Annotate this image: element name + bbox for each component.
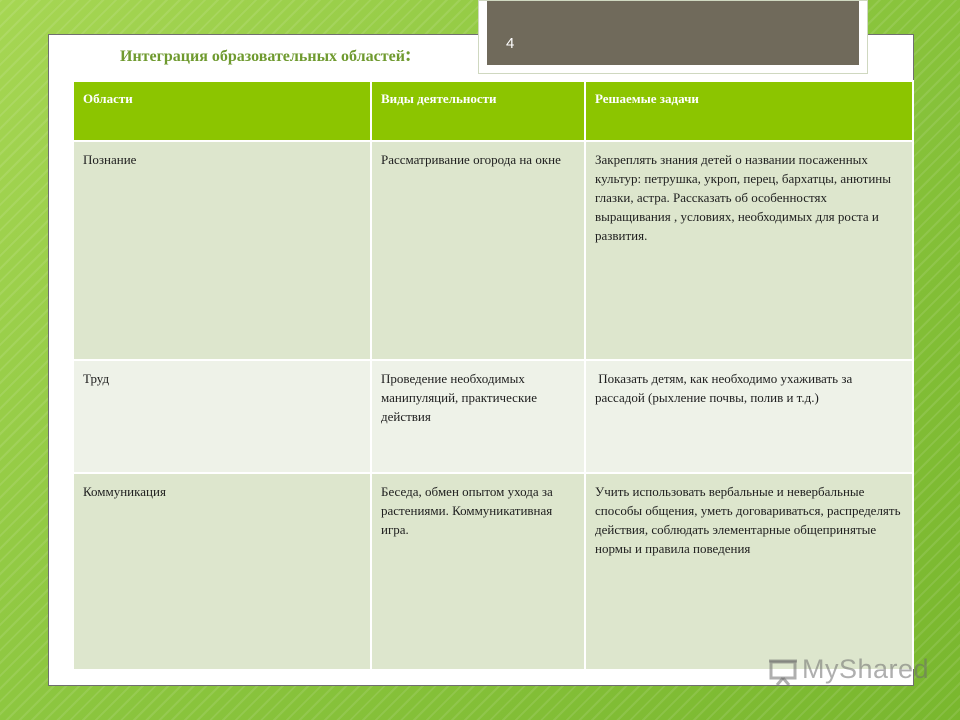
table-cell-task: Закреплять знания детей о названии посаженных культур: петрушка, укроп, перец, бархатцы, анютины глазки, астра. Рассказать об особенностях выращивания , условиях, необходимых для роста и развития. <box>585 141 913 360</box>
table-cell-activity: Рассматривание огорода на окне <box>371 141 585 360</box>
page-number: 4 <box>506 35 515 52</box>
table-cell-task: Учить использовать вербальные и невербальные способы общения, уметь договариваться, распределять действия, соблюдать элементарные общепринятые нормы и правила поведения <box>585 473 913 669</box>
table-row <box>73 360 913 473</box>
table-cell-activity: Проведение необходимых манипуляций, практические действия <box>371 360 585 473</box>
column-header-areas: Области <box>73 81 371 141</box>
table-cell-area: Коммуникация <box>73 473 371 669</box>
page-number-badge-fill <box>487 1 859 65</box>
page-number-badge <box>478 0 868 74</box>
table-cell-task: Показать детям, как необходимо ухаживать за рассадой (рыхление почвы, полив и т.д.) <box>585 360 913 473</box>
slide-title-text: Интеграция образовательных областей <box>120 48 405 65</box>
presentation-board-icon <box>768 658 798 686</box>
table-row <box>73 141 913 360</box>
table-cell-area: Познание <box>73 141 371 360</box>
column-header-activities: Виды деятельности <box>371 81 585 141</box>
table-cell-area: Труд <box>73 360 371 473</box>
column-header-tasks: Решаемые задачи <box>585 81 913 141</box>
table-row <box>73 473 913 669</box>
slide-title <box>120 44 412 67</box>
table-cell-activity: Беседа, обмен опытом ухода за растениями. Коммуникативная игра. <box>371 473 585 669</box>
watermark-text: MyShared <box>802 654 930 684</box>
integration-table <box>72 80 914 669</box>
table-header-row <box>73 81 913 141</box>
slide-title-colon: : <box>404 44 412 66</box>
